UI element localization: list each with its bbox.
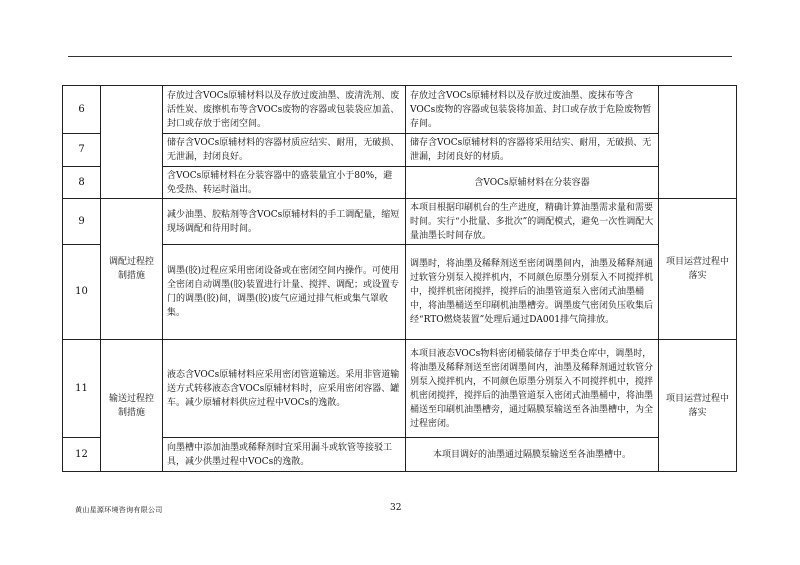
row-number: 9 — [63, 199, 101, 245]
header-rule — [68, 56, 732, 57]
table-row — [63, 167, 737, 199]
implementation-cell: 本项目根据印刷机台的生产进度，精确计算油墨需求量和需要时间。实行“小批量、多批次”的调配模式，避免一次性调配大量油墨长时间存放。 — [406, 199, 659, 245]
row-number: 7 — [63, 134, 101, 167]
table-row — [63, 86, 737, 134]
category-cell: 调配过程控制措施 — [101, 199, 163, 340]
implementation-cell: 调墨时，将油墨及稀释剂送至密闭调墨间内，油墨及稀释剂通过软管分别泵入搅拌机内，不同颜色原墨分别泵入不同搅拌机中，搅拌机密闭搅拌，搅拌后的油墨管道泵入密闭式油墨桶中，将油墨桶送至印刷机油墨槽旁。调墨废气密闭负压收集后经“RTO燃烧装置”处理后通过DA001排气筒排放。 — [406, 245, 659, 340]
footer-company: 黄山星源环境咨询有限公司 — [75, 506, 163, 514]
table-row — [63, 134, 737, 167]
implementation-cell: 本项目液态VOCs物料密闭桶装储存于甲类仓库中，调墨时，将油墨及稀释剂送至密闭调墨间内，油墨及稀释剂通过软管分别泵入搅拌机内，不同颜色原墨分别泵入不同搅拌机中，搅拌机密闭搅拌，搅拌后的油墨管道泵入密闭式油墨桶中，将油墨桶送至印刷机油墨槽旁，通过隔膜泵输送至各油墨槽中，为全过程密闭。 — [406, 340, 659, 438]
requirements-table — [62, 85, 737, 472]
row-number: 6 — [63, 86, 101, 134]
table-row — [63, 340, 737, 438]
implementation-cell: 储存含VOCs原辅材料的容器将采用结实、耐用，无破损、无泄漏，封闭良好的材质。 — [406, 134, 659, 167]
category-cell — [101, 86, 163, 199]
implementation-cell: 存放过含VOCs原辅材料以及存放过废油墨、废抹布等含VOCs废物的容器或包装袋将加盖、封口或存放于危险废物暂存间。 — [406, 86, 659, 134]
requirement-cell: 向墨槽中添加油墨或稀释剂时宜采用漏斗或软管等接驳工具，减少供墨过程中VOCs的逸散。 — [163, 438, 406, 472]
table-row — [63, 438, 737, 472]
status-cell — [659, 86, 737, 199]
row-number: 11 — [63, 340, 101, 438]
status-cell: 项目运营过程中落实 — [659, 199, 737, 340]
requirement-cell: 调墨(胶)过程应采用密闭设备或在密闭空间内操作。可使用全密闭自动调墨(胶)装置进行计量、搅拌、调配；或设置专门的调墨(胶)间，调墨(胶)废气应通过排气柜或集气罩收集。 — [163, 245, 406, 340]
category-cell: 输送过程控制措施 — [101, 340, 163, 472]
requirement-cell: 储存含VOCs原辅材料的容器材质应结实、耐用，无破损、无泄漏，封闭良好。 — [163, 134, 406, 167]
row-number: 12 — [63, 438, 101, 472]
row-number: 10 — [63, 245, 101, 340]
implementation-cell: 含VOCs原辅材料在分装容器 — [406, 167, 659, 199]
implementation-cell: 本项目调好的油墨通过隔膜泵输送至各油墨槽中。 — [406, 438, 659, 472]
requirement-cell: 减少油墨、胶粘剂等含VOCs原辅材料的手工调配量，缩短现场调配和待用时间。 — [163, 199, 406, 245]
row-number: 8 — [63, 167, 101, 199]
requirement-cell: 存放过含VOCs原辅材料以及存放过废油墨、废清洗剂、废活性炭、废擦机布等含VOCs废物的容器或包装袋应加盖、封口或存放于密闭空间。 — [163, 86, 406, 134]
table-row — [63, 199, 737, 245]
requirement-cell: 液态含VOCs原辅材料应采用密闭管道输送。采用非管道输送方式转移液态含VOCs原辅材料时，应采用密闭容器、罐车。减少原辅材料供应过程中VOCs的逸散。 — [163, 340, 406, 438]
requirement-cell: 含VOCs原辅材料在分装容器中的盛装量宜小于80%，避免受热、转运时溢出。 — [163, 167, 406, 199]
page-number: 32 — [390, 503, 402, 513]
status-cell: 项目运营过程中落实 — [659, 340, 737, 472]
table-row — [63, 245, 737, 340]
